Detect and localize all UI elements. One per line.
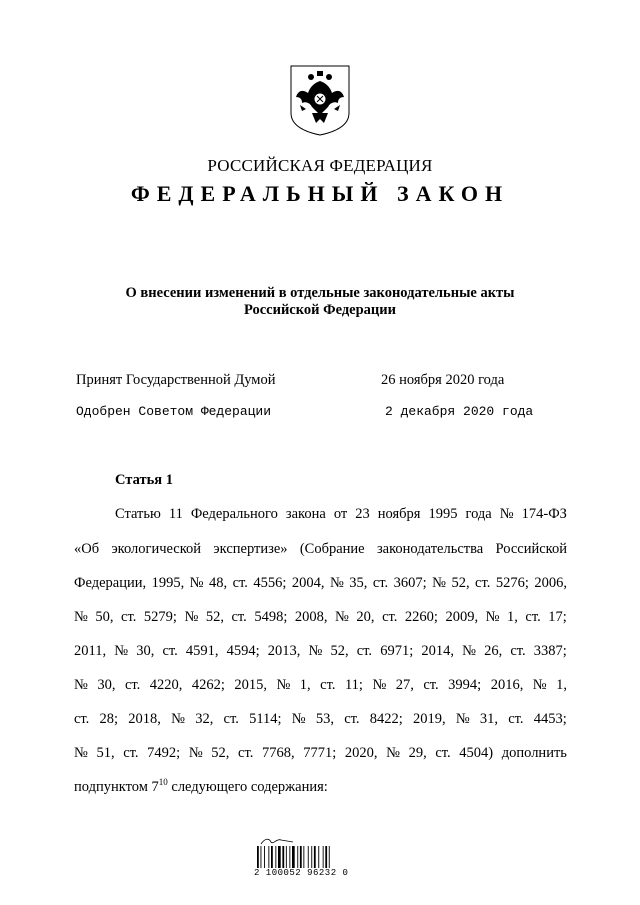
word: 2004,	[291, 575, 325, 591]
word: №	[532, 677, 547, 693]
word: №	[189, 575, 204, 591]
article-text-fragment: подпунктом 7	[74, 779, 159, 795]
word: 6971;	[380, 643, 414, 659]
word: 2015,	[234, 677, 267, 693]
word: ст.	[382, 609, 398, 625]
word: ст.	[344, 711, 360, 727]
word: ст.	[121, 609, 137, 625]
word: 1995,	[151, 575, 185, 591]
word: 4453;	[533, 711, 567, 727]
word: года	[465, 506, 492, 522]
word: ст.	[510, 643, 526, 659]
word: 32,	[195, 711, 214, 727]
word: 5279;	[143, 609, 177, 625]
article-text-line	[74, 575, 567, 592]
word: 11;	[344, 677, 363, 693]
word: 2013,	[267, 643, 301, 659]
word: ст.	[223, 711, 239, 727]
barcode-icon	[256, 846, 340, 868]
adopted-by-duma-date: 26 ноября 2020 года	[381, 372, 505, 388]
word: ст.	[74, 711, 90, 727]
article-text-line	[74, 677, 567, 694]
word: №	[276, 677, 291, 693]
word: экспертизе»	[213, 541, 288, 557]
word: ст.	[320, 677, 336, 693]
word: (Собрание	[299, 541, 365, 557]
country-name: РОССИЙСКАЯ ФЕДЕРАЦИЯ	[207, 156, 433, 175]
word: №	[74, 745, 88, 761]
word: 50,	[95, 609, 114, 625]
word: 30,	[97, 677, 116, 693]
double-headed-eagle-icon	[288, 63, 352, 137]
word: 1,	[556, 677, 567, 693]
article-heading: Статья 1	[115, 472, 173, 488]
word: №	[74, 609, 88, 625]
word: 174-ФЗ	[521, 506, 567, 522]
word: №	[386, 745, 400, 761]
word: Федерального	[190, 506, 278, 522]
article-text-fragment: следующего содержания:	[167, 779, 328, 795]
word: 2019,	[412, 711, 446, 727]
word: 8422;	[369, 711, 403, 727]
word: 7492;	[147, 745, 181, 761]
word: 11	[168, 506, 183, 522]
word: 52,	[205, 609, 224, 625]
word: №	[188, 745, 203, 761]
word: ст.	[508, 711, 524, 727]
word: 51,	[96, 745, 115, 761]
word: 23	[355, 506, 370, 522]
word: ст.	[356, 643, 373, 659]
word: 26,	[484, 643, 503, 659]
word: ст.	[124, 677, 141, 693]
word: 31,	[479, 711, 498, 727]
word: 2009,	[445, 609, 479, 625]
word: законодательства	[376, 541, 484, 557]
word: ст.	[231, 609, 247, 625]
word: экологической	[111, 541, 202, 557]
word: 48,	[208, 575, 228, 591]
word: 52,	[330, 643, 349, 659]
article-text-line	[74, 711, 567, 728]
document-type: ФЕДЕРАЛЬНЫЙ ЗАКОН	[130, 181, 510, 206]
word: 4220,	[149, 677, 183, 693]
word: 4591,	[185, 643, 219, 659]
word: 2018,	[128, 711, 161, 727]
word: №	[184, 609, 199, 625]
word: 52,	[211, 745, 230, 761]
word: 52,	[451, 575, 470, 591]
word: ноября	[377, 506, 421, 522]
article-text-line	[115, 506, 567, 523]
word: 2006,	[534, 575, 567, 591]
word: 7768,	[261, 745, 295, 761]
stamp-mark-icon	[259, 836, 295, 846]
article-text-last-line	[74, 779, 328, 796]
word: №	[308, 643, 323, 659]
word: 1,	[299, 677, 311, 693]
word: №	[171, 711, 185, 727]
word: 7771;	[303, 745, 337, 761]
word: 5498;	[254, 609, 288, 625]
barcode-number: 2 100052 96232 0	[254, 868, 349, 878]
word: 4556;	[253, 575, 287, 591]
word: Российской	[495, 541, 567, 557]
word: «Об	[74, 541, 100, 557]
word: №	[74, 677, 88, 693]
word: 5276;	[495, 575, 529, 591]
word: 4504)	[459, 745, 494, 761]
word: 3994;	[448, 677, 482, 693]
word: 2014,	[421, 643, 454, 659]
adopted-by-duma-label: Принят Государственной Думой	[76, 372, 276, 388]
word: Федерации,	[74, 575, 147, 591]
word: №	[455, 711, 470, 727]
word: ст.	[475, 575, 491, 591]
word: 35,	[349, 575, 368, 591]
word: 4262;	[191, 677, 225, 693]
word: дополнить	[501, 745, 567, 761]
word: ст.	[435, 745, 451, 761]
word: Статью	[115, 506, 161, 522]
approved-by-council-label: Одобрен Советом Федерации	[76, 404, 272, 419]
word: №	[499, 506, 514, 522]
word: №	[485, 609, 500, 625]
word: №	[291, 711, 306, 727]
word: ст.	[238, 745, 254, 761]
approved-by-council-date: 2 декабря 2020 года	[385, 404, 534, 419]
word: №	[462, 643, 476, 659]
word: 30,	[136, 643, 155, 659]
word: ст.	[123, 745, 139, 761]
word: №	[114, 643, 129, 659]
word: 4594;	[226, 643, 260, 659]
word: 2020,	[344, 745, 378, 761]
word: ст.	[525, 609, 541, 625]
word: 2008,	[294, 609, 328, 625]
word: №	[372, 677, 387, 693]
article-text-line	[74, 643, 567, 660]
article-text-line	[74, 745, 567, 762]
word: 3387;	[533, 643, 567, 659]
word: 17;	[548, 609, 567, 625]
word: №	[432, 575, 446, 591]
word: ст.	[232, 575, 248, 591]
word: ст.	[162, 643, 178, 659]
word: 28;	[99, 711, 119, 727]
word: ст.	[372, 575, 389, 591]
word: от	[333, 506, 348, 522]
word: 53,	[315, 711, 334, 727]
word: 2016,	[490, 677, 524, 693]
word: №	[335, 609, 349, 625]
superscript-number: 10	[158, 777, 168, 788]
word: 3607;	[393, 575, 427, 591]
word: закона	[285, 506, 326, 522]
word: 27,	[395, 677, 414, 693]
word: 20,	[356, 609, 375, 625]
word: 1,	[507, 609, 518, 625]
word: 2260;	[404, 609, 438, 625]
word: 1995	[428, 506, 458, 522]
article-text-line	[74, 609, 567, 626]
law-title-line: О внесении изменений в отдельные законодательные акты	[125, 285, 515, 301]
word: 29,	[408, 745, 427, 761]
word: 5114;	[249, 711, 282, 727]
word: №	[329, 575, 344, 591]
word: ст.	[423, 677, 439, 693]
law-title-line: Российской Федерации	[243, 302, 396, 318]
article-text-line	[74, 541, 567, 558]
word: 2011,	[74, 643, 107, 659]
